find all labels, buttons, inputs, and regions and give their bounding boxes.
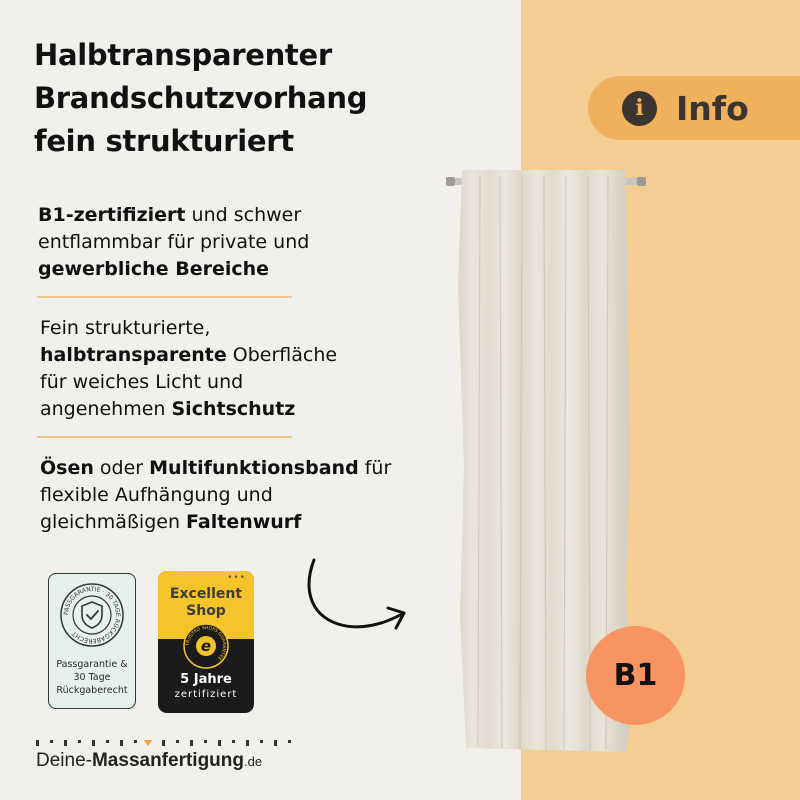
brand-ruler-icon: [36, 740, 312, 750]
seal-text-line-3: Rückgaberecht: [56, 685, 128, 696]
brand-part-1: Deine-: [36, 750, 92, 771]
feature-1-bold-2: gewerbliche Bereiche: [38, 258, 270, 280]
dots-icon: •••: [227, 573, 246, 583]
rod-end-left: [446, 177, 455, 186]
feature-2-text-2: Oberfläche: [226, 344, 338, 366]
shield-check-icon: [59, 582, 125, 648]
seal-text-line-1: Passgarantie &: [56, 659, 128, 670]
trusted-ring-text: TRUSTED SHOPS GUARANTEE: [185, 625, 227, 661]
brand-part-2: Massanfertigung: [91, 750, 245, 771]
feature-3-bold-2: Multifunktionsband: [149, 457, 359, 479]
feature-3-text-3: flexible Aufhängung und: [40, 484, 273, 506]
trusted-shops-icon: [183, 623, 229, 669]
feature-1-text-2: entflammbar für private und: [38, 231, 310, 253]
feature-surface: [40, 315, 460, 423]
seal-ring-text: PASSGARANTIE · 30 TAGE RÜCKGABERECHT ·: [62, 585, 122, 645]
feature-3-bold: Ösen: [40, 457, 94, 479]
info-button[interactable]: [588, 76, 800, 140]
feature-certification: [38, 202, 458, 283]
trusted-logo-letter: e: [200, 637, 212, 655]
feature-2-text: Fein strukturierte,: [40, 317, 211, 339]
shop-label: Shop: [186, 603, 226, 619]
feature-2-bold-2: Sichtschutz: [171, 398, 296, 420]
excellent-shop-badge: [158, 571, 254, 713]
rod-end-right: [637, 177, 646, 186]
b1-label: B1: [613, 658, 658, 693]
feature-hanging: [40, 455, 460, 536]
title-line-3: fein strukturiert: [34, 124, 294, 158]
years-label: 5 Jahre: [180, 672, 232, 687]
feature-3-text: oder: [93, 457, 150, 479]
page-title: [34, 34, 474, 163]
arrow-icon: [298, 556, 418, 646]
b1-certification-badge: [586, 626, 685, 725]
feature-1-bold: B1-zertifiziert: [38, 204, 186, 226]
info-label: Info: [676, 88, 749, 128]
feature-2-text-4: angenehmen: [40, 398, 172, 420]
title-line-2: Brandschutzvorhang: [34, 81, 368, 115]
certified-label: zertifiziert: [174, 689, 238, 700]
feature-3-bold-3: Faltenwurf: [186, 511, 302, 533]
feature-3-text-2: für: [358, 457, 392, 479]
seal-text: [53, 658, 131, 697]
feature-2-bold: halbtransparente: [40, 344, 227, 366]
excellent-label: Excellent: [169, 586, 243, 602]
divider-1: [37, 296, 292, 298]
feature-3-text-4: gleichmäßigen: [40, 511, 187, 533]
fit-guarantee-badge: [48, 573, 136, 709]
info-icon: i: [622, 91, 657, 126]
excellent-shop-text: [158, 586, 254, 620]
divider-2: [37, 436, 292, 438]
feature-2-text-3: für weiches Licht und: [40, 371, 244, 393]
brand-logo[interactable]: [36, 750, 262, 772]
brand-tld: .de: [244, 754, 263, 769]
feature-1-text: und schwer: [185, 204, 302, 226]
seal-text-line-2: 30 Tage: [73, 672, 111, 683]
title-line-1: Halbtransparenter: [34, 38, 332, 72]
